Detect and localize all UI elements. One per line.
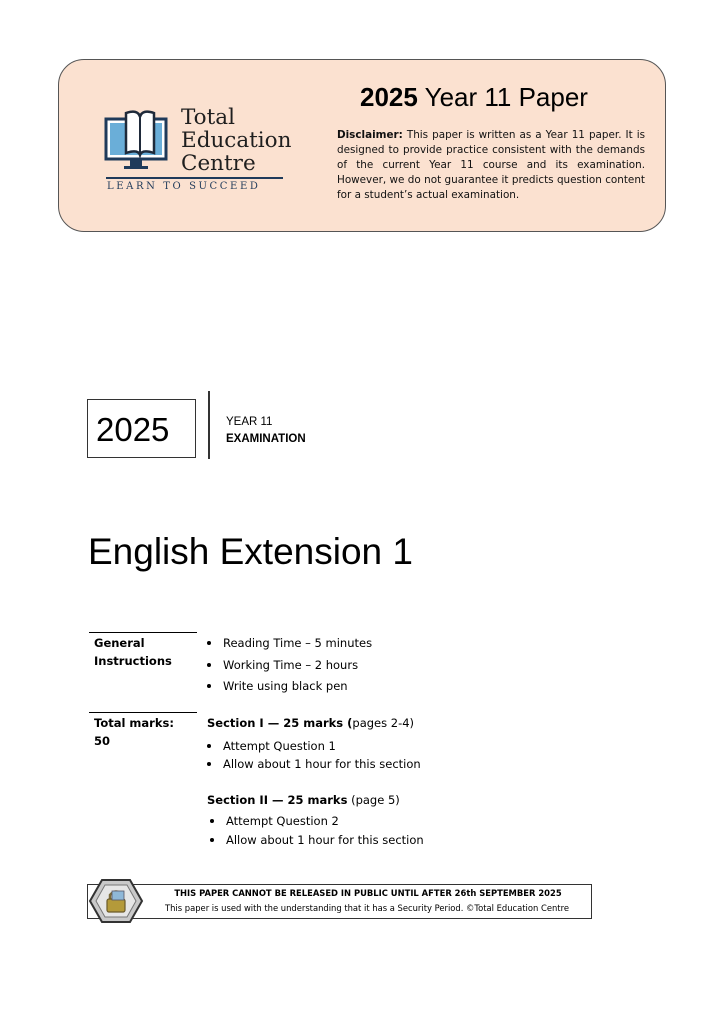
year-box: 2025: [87, 399, 196, 458]
total-marks-label: [94, 714, 174, 750]
total-marks-text: Total marks:: [94, 716, 174, 730]
bullet-icon: [207, 744, 211, 748]
bullet-icon: [210, 838, 214, 842]
release-notice-title: THIS PAPER CANNOT BE RELEASED IN PUBLIC UNTIL AFTER 26th SEPTEMBER 2025: [174, 888, 562, 898]
subject-title: English Extension 1: [88, 531, 413, 572]
bullet-icon: [207, 663, 211, 667]
section-2-item-text: Attempt Question 2: [226, 814, 339, 828]
section-2-item: [210, 831, 424, 849]
instruction-item: [207, 634, 372, 652]
general-instructions-label: [94, 634, 172, 670]
bullet-icon: [207, 684, 211, 688]
release-notice-text: This paper is used with the understanding that it has a Security Period. ©Total Education Centre: [165, 903, 569, 913]
general-label-line-2: Instructions: [94, 654, 172, 668]
bullet-icon: [210, 819, 214, 823]
book-monitor-icon: [104, 107, 176, 171]
vertical-divider: [208, 391, 210, 459]
section-1-item-text: Attempt Question 1: [223, 739, 336, 753]
section-2-pages: (page 5): [347, 793, 400, 807]
logo-line-1: Total: [181, 105, 235, 130]
section-1-heading: [207, 714, 414, 732]
disclaimer-label: Disclaimer:: [337, 129, 403, 141]
paper-year: 2025: [360, 82, 418, 112]
logo-line-2: Education: [181, 128, 292, 153]
exam-type: EXAMINATION: [226, 433, 306, 445]
section-1-pages: pages 2-4): [352, 716, 415, 730]
section-2-item: [210, 812, 339, 830]
logo-wordmark: [181, 106, 291, 175]
section-2-heading: [207, 791, 400, 809]
section-1-title: Section I — 25 marks (: [207, 716, 353, 730]
disclaimer: [337, 128, 645, 203]
instruction-text: Working Time – 2 hours: [223, 658, 359, 672]
year-level: YEAR 11: [226, 416, 273, 428]
section-2-title: Section II — 25 marks: [207, 793, 348, 807]
bullet-icon: [207, 641, 211, 645]
padlock-hexagon-icon: [88, 878, 144, 924]
instruction-text: Write using black pen: [223, 679, 348, 693]
paper-title: [360, 82, 588, 113]
disclaimer-text: This paper is written as a Year 11 paper. It is designed to provide practice consistent with the demands of the current Year 11 course and its examination. However, we do not guarantee it predicts question content for a student’s actual examination.: [337, 129, 645, 202]
total-marks-value: 50: [94, 734, 111, 748]
section-1-item-text: Allow about 1 hour for this section: [223, 757, 421, 771]
rule-total-marks: [89, 712, 197, 713]
logo-line-3: Centre: [181, 151, 256, 176]
section-1-item: [207, 737, 336, 755]
logo-divider: [106, 177, 283, 179]
general-label-line-1: General: [94, 636, 145, 650]
bullet-icon: [207, 762, 211, 766]
instruction-text: Reading Time – 5 minutes: [223, 636, 373, 650]
section-2-item-text: Allow about 1 hour for this section: [226, 833, 424, 847]
logo-tagline: LEARN TO SUCCEED: [107, 181, 261, 192]
rule-general: [89, 632, 197, 633]
section-1-item: [207, 755, 421, 773]
paper-title-text: Year 11 Paper: [424, 82, 588, 112]
instruction-item: [207, 656, 358, 674]
instruction-item: [207, 677, 348, 695]
